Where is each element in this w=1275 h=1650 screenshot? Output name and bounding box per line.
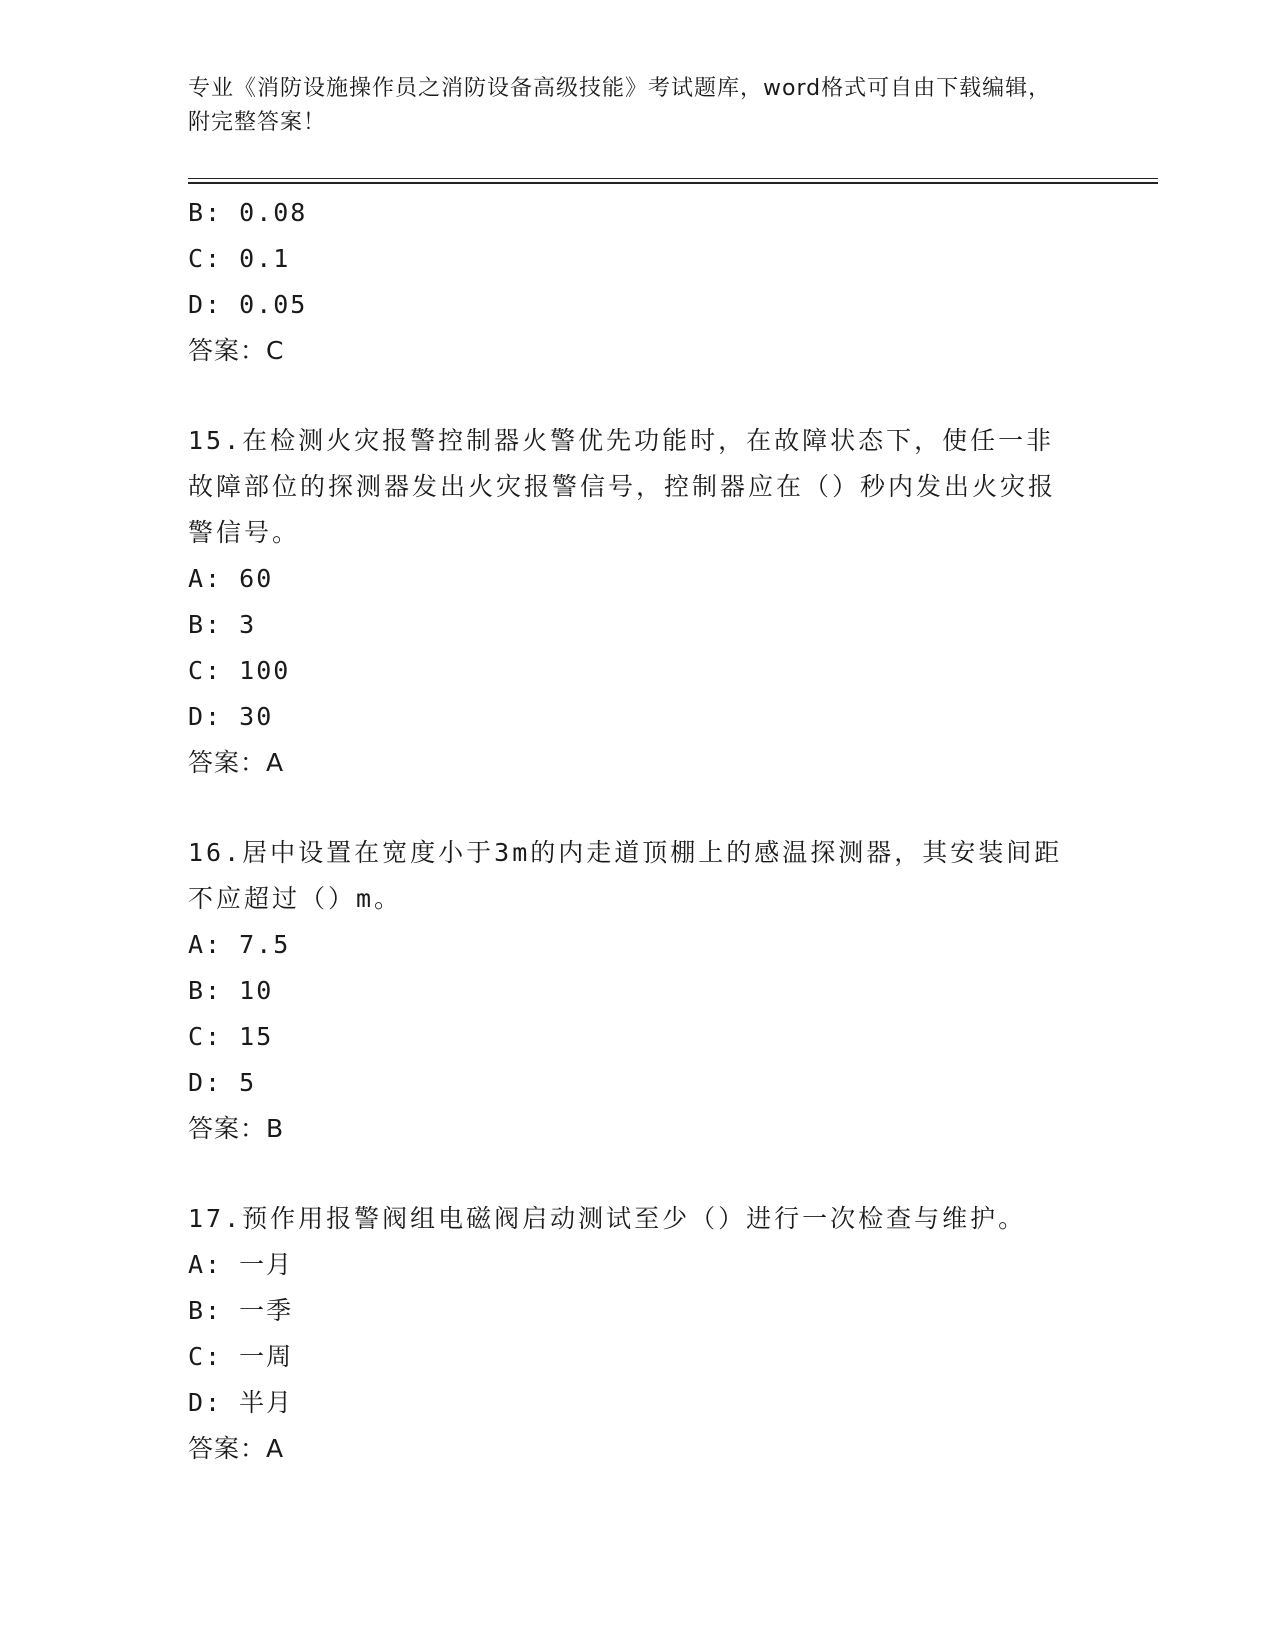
- header-divider-thick: [188, 182, 1158, 184]
- question-block-15: [188, 418, 1088, 786]
- option-c: C: 一周: [188, 1342, 294, 1371]
- option-c: C: 0.1: [188, 244, 291, 273]
- option-d: D: 半月: [188, 1388, 294, 1417]
- answer-line: 答案：A: [188, 1434, 285, 1463]
- prev-question-block: [188, 190, 1088, 374]
- option-d: D: 5: [188, 1068, 257, 1097]
- question-text: 16.居中设置在宽度小于3m的内走道顶棚上的感温探测器，其安装间距不应超过（）m。: [188, 838, 1063, 913]
- option-b: B: 3: [188, 610, 257, 639]
- answer-line: 答案：B: [188, 1114, 285, 1143]
- option-a: A: 60: [188, 564, 274, 593]
- option-a: A: 7.5: [188, 930, 291, 959]
- question-block-17: [188, 1196, 1088, 1472]
- question-text: 15.在检测火灾报警控制器火警优先功能时，在故障状态下，使任一非故障部位的探测器发出火灾报警信号，控制器应在（）秒内发出火灾报警信号。: [188, 426, 1057, 547]
- option-c: C: 100: [188, 656, 291, 685]
- option-b: B: 10: [188, 976, 274, 1005]
- option-b: B: 一季: [188, 1296, 294, 1325]
- document-header: 专业《消防设施操作员之消防设备高级技能》考试题库，word格式可自由下载编辑，附完整答案！: [188, 76, 1052, 135]
- option-a: A: 一月: [188, 1250, 294, 1279]
- header-divider-thin: [188, 178, 1158, 179]
- question-list: [188, 190, 1088, 1472]
- question-text: 17.预作用报警阀组电磁阀启动测试至少（）进行一次检查与维护。: [188, 1204, 1027, 1233]
- question-block-16: [188, 830, 1088, 1152]
- answer-line: 答案：A: [188, 748, 285, 777]
- option-c: C: 15: [188, 1022, 274, 1051]
- option-d: D: 0.05: [188, 290, 308, 319]
- answer-line: 答案：C: [188, 336, 285, 365]
- option-b: B: 0.08: [188, 198, 308, 227]
- option-d: D: 30: [188, 702, 274, 731]
